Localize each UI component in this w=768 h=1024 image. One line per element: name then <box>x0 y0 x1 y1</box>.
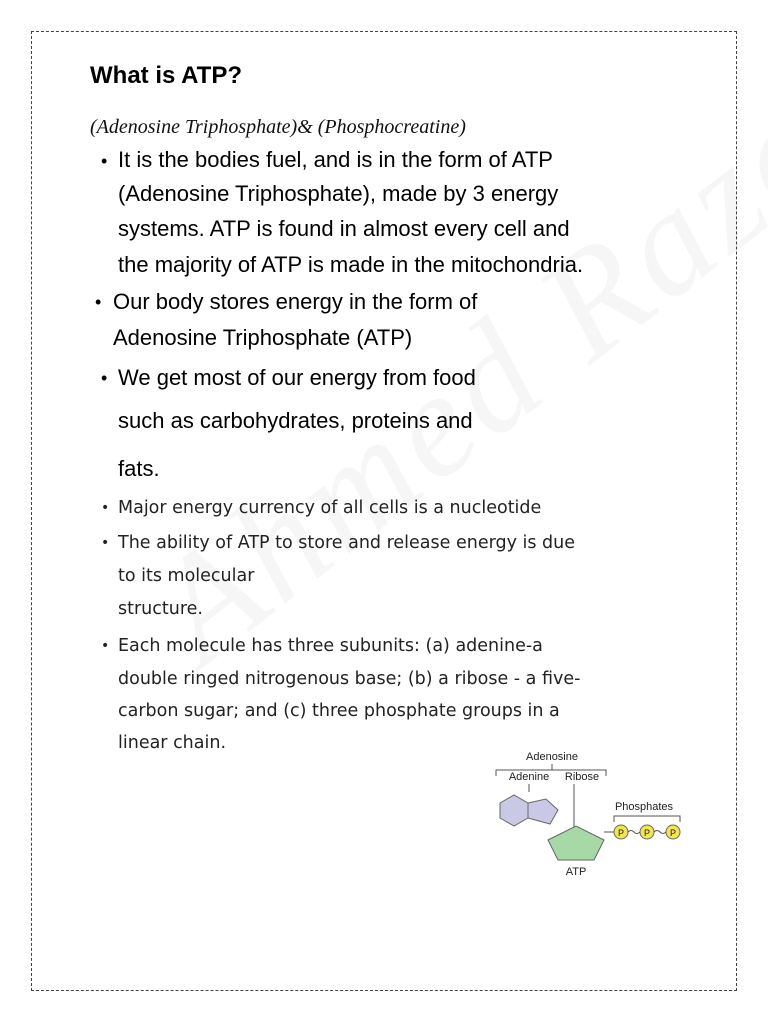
bullet-line: We get most of our energy from food <box>118 365 476 390</box>
ribose-label: Ribose <box>564 771 600 783</box>
bullet-line: linear chain. <box>118 733 227 753</box>
phosphate-label: P <box>617 828 625 838</box>
high-energy-bond-2 <box>654 831 666 834</box>
bullet-line: It is the bodies fuel, and is in the form of ATP <box>118 147 553 172</box>
bullet-icon: • <box>101 500 110 516</box>
atp-structure-diagram <box>494 748 684 883</box>
bullet-line: systems. ATP is found in almost every cell and <box>118 216 570 241</box>
bullet-line: Our body stores energy in the form of <box>113 289 478 314</box>
bullet-icon: • <box>101 638 110 654</box>
ribose-pentagon <box>548 826 604 860</box>
bullet-line: fats. <box>118 456 160 481</box>
bullet-line: Adenosine Triphosphate (ATP) <box>113 325 413 350</box>
bullet-icon: • <box>101 368 108 388</box>
phosphate-label: P <box>669 828 677 838</box>
adenine-pentagon <box>528 799 558 824</box>
phosphates-bracket <box>614 816 680 822</box>
page-subtitle: (Adenosine Triphosphate)& (Phosphocreatine) <box>90 116 466 138</box>
bullet-line: the majority of ATP is made in the mitochondria. <box>118 252 584 277</box>
bullet-line: such as carbohydrates, proteins and <box>118 408 473 433</box>
phosphates-label: Phosphates <box>614 801 674 813</box>
bullet-line: structure. <box>118 599 203 619</box>
adenosine-label: Adenosine <box>526 751 578 763</box>
bullet-icon: • <box>95 292 102 312</box>
bullet-line: to its molecular <box>118 566 255 586</box>
bullet-icon: • <box>101 535 110 551</box>
bullet-icon: • <box>101 151 108 171</box>
bullet-line: Each molecule has three subunits: (a) adenine-a <box>118 636 543 656</box>
bullet-line: Major energy currency of all cells is a nucleotide <box>118 498 542 518</box>
page-title: What is ATP? <box>90 62 242 89</box>
bullet-line: The ability of ATP to store and release energy is due <box>118 533 576 553</box>
high-energy-bond-1 <box>628 831 640 834</box>
atp-label: ATP <box>565 866 587 878</box>
adenine-hexagon <box>500 795 528 826</box>
adenine-label: Adenine <box>508 771 550 783</box>
phosphate-label: P <box>643 828 651 838</box>
bullet-line: carbon sugar; and (c) three phosphate groups in a <box>118 701 560 721</box>
bullet-line: (Adenosine Triphosphate), made by 3 energy <box>118 181 559 206</box>
bullet-line: double ringed nitrogenous base; (b) a ribose - a five- <box>118 669 581 689</box>
